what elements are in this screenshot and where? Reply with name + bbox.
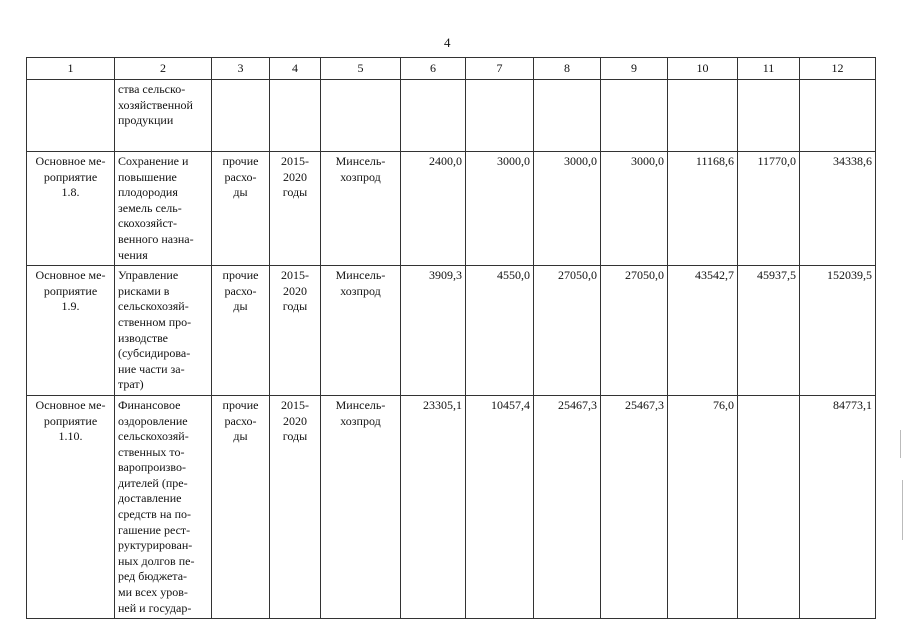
- cell-col2: [115, 80, 212, 152]
- table-row: [27, 266, 876, 396]
- cell-value: 10457,4: [466, 395, 534, 618]
- table-row: [27, 152, 876, 266]
- cell-text-line: Основное ме-: [35, 268, 106, 283]
- cell-value: 23305,1: [401, 395, 466, 618]
- column-header: 10: [668, 58, 738, 80]
- cell-text-line: плодородия: [118, 185, 178, 200]
- cell-text-line: Минсель-: [335, 154, 386, 168]
- cell-text-line: ды: [233, 185, 248, 200]
- column-header: 6: [401, 58, 466, 80]
- cell-text-line: ней и государ-: [118, 600, 192, 615]
- column-header: 4: [270, 58, 321, 80]
- cell-value: 27050,0: [601, 266, 668, 396]
- cell-text-line: годы: [282, 185, 308, 200]
- cell-text-line: 2015-: [281, 268, 309, 283]
- cell-text-line: роприятие: [43, 283, 98, 298]
- cell-value: 43542,7: [668, 266, 738, 396]
- cell-col2: [115, 266, 212, 396]
- cell-text-line: 1.10.: [58, 429, 83, 444]
- cell-col4: [270, 395, 321, 618]
- column-header: 12: [800, 58, 876, 80]
- cell-text-line: Сохранение и: [118, 154, 189, 168]
- cell-col2: [115, 152, 212, 266]
- cell-text-line: сельскохозяй-: [118, 299, 189, 314]
- table-row: [27, 395, 876, 618]
- cell-col3: [212, 152, 270, 266]
- cell-value: 152039,5: [800, 266, 876, 396]
- cell-text-line: варопроизво-: [118, 460, 186, 475]
- cell-col1: [27, 266, 115, 396]
- cell-text-line: прочие: [222, 154, 259, 168]
- cell-value: 11168,6: [668, 152, 738, 266]
- column-header: 9: [601, 58, 668, 80]
- cell-text-line: расхо-: [224, 413, 257, 428]
- cell-col4: [270, 266, 321, 396]
- cell-text-line: хозпрод: [340, 413, 381, 428]
- cell-text-line: 2020: [283, 169, 307, 184]
- cell-text-line: расхо-: [224, 169, 257, 184]
- cell-text-line: венного назна-: [118, 231, 194, 246]
- cell-value: [800, 80, 876, 152]
- cell-text-line: средств на по-: [118, 507, 192, 522]
- cell-text-line: ства сельско-: [118, 82, 186, 96]
- cell-text-line: повышение: [118, 169, 177, 184]
- cell-text-line: 2015-: [281, 397, 309, 412]
- cell-col1: [27, 80, 115, 152]
- cell-text-line: Минсель-: [335, 397, 386, 412]
- cell-value: 25467,3: [534, 395, 601, 618]
- cell-text-line: дителей (пре-: [118, 475, 188, 490]
- cell-value: 34338,6: [800, 152, 876, 266]
- cell-text-line: Минсель-: [335, 268, 386, 283]
- cell-col3: [212, 80, 270, 152]
- cell-col5: [321, 80, 401, 152]
- table-row: [27, 80, 876, 152]
- cell-value: 25467,3: [601, 395, 668, 618]
- cell-value: 76,0: [668, 395, 738, 618]
- cell-text-line: 2015-: [281, 154, 309, 168]
- cell-text-line: ственном про-: [118, 314, 192, 329]
- cell-value: 3000,0: [534, 152, 601, 266]
- cell-col4: [270, 80, 321, 152]
- cell-text-line: сельскохозяй-: [118, 429, 189, 444]
- cell-text-line: годы: [282, 429, 308, 444]
- cell-value: [466, 80, 534, 152]
- cell-value: [738, 395, 800, 618]
- cell-value: 3000,0: [466, 152, 534, 266]
- cell-text-line: ми всех уров-: [118, 585, 188, 600]
- cell-col5: [321, 395, 401, 618]
- cell-text-line: (субсидирова-: [118, 346, 191, 361]
- cell-text-line: 1.9.: [61, 299, 80, 314]
- scan-mark: [900, 430, 901, 458]
- column-header: 8: [534, 58, 601, 80]
- column-header: 2: [115, 58, 212, 80]
- cell-value: 2400,0: [401, 152, 466, 266]
- cell-col1: [27, 395, 115, 618]
- cell-text-line: скохозяйст-: [118, 216, 178, 231]
- cell-text-line: хозпрод: [340, 283, 381, 298]
- cell-value: 84773,1: [800, 395, 876, 618]
- cell-text-line: Основное ме-: [35, 154, 106, 168]
- program-table: [26, 57, 876, 619]
- cell-col3: [212, 266, 270, 396]
- cell-text-line: 1.8.: [61, 185, 80, 200]
- cell-value: [401, 80, 466, 152]
- cell-value: [738, 80, 800, 152]
- cell-text-line: 2020: [283, 283, 307, 298]
- cell-value: 27050,0: [534, 266, 601, 396]
- cell-text-line: прочие: [222, 397, 259, 412]
- cell-text-line: гашение рест-: [118, 522, 191, 537]
- cell-text-line: изводстве: [118, 330, 168, 345]
- scan-mark: [902, 480, 903, 540]
- cell-text-line: хозпрод: [340, 169, 381, 184]
- cell-text-line: ственных то-: [118, 444, 185, 459]
- cell-value: [668, 80, 738, 152]
- cell-text-line: ние части за-: [118, 361, 185, 376]
- cell-col2: [115, 395, 212, 618]
- cell-text-line: прочие: [222, 268, 259, 283]
- column-header: 11: [738, 58, 800, 80]
- cell-text-line: хозяйственной: [118, 97, 193, 112]
- cell-col3: [212, 395, 270, 618]
- cell-text-line: ных долгов пе-: [118, 553, 195, 568]
- cell-text-line: продукции: [118, 113, 174, 128]
- cell-value: 3000,0: [601, 152, 668, 266]
- cell-text-line: Управление: [118, 268, 179, 283]
- cell-value: 45937,5: [738, 266, 800, 396]
- cell-text-line: ды: [233, 299, 248, 314]
- cell-text-line: руктурирован-: [118, 538, 193, 553]
- cell-text-line: рисками в: [118, 283, 170, 298]
- cell-value: 11770,0: [738, 152, 800, 266]
- column-header: 5: [321, 58, 401, 80]
- cell-text-line: роприятие: [43, 169, 98, 184]
- cell-text-line: роприятие: [43, 413, 98, 428]
- cell-value: 3909,3: [401, 266, 466, 396]
- header-row: [27, 58, 876, 80]
- cell-col5: [321, 152, 401, 266]
- cell-value: [534, 80, 601, 152]
- cell-value: 4550,0: [466, 266, 534, 396]
- cell-text-line: земель сель-: [118, 200, 182, 215]
- cell-text-line: ды: [233, 429, 248, 444]
- cell-text-line: годы: [282, 299, 308, 314]
- cell-text-line: Основное ме-: [35, 397, 106, 412]
- cell-text-line: оздоровление: [118, 413, 188, 428]
- cell-value: [601, 80, 668, 152]
- cell-col4: [270, 152, 321, 266]
- page-number: 4: [444, 35, 451, 50]
- cell-col1: [27, 152, 115, 266]
- cell-col5: [321, 266, 401, 396]
- cell-text-line: Финансовое: [118, 397, 181, 412]
- cell-text-line: 2020: [283, 413, 307, 428]
- cell-text-line: ред бюджета-: [118, 569, 188, 584]
- cell-text-line: доставление: [118, 491, 182, 506]
- cell-text-line: трат): [118, 377, 144, 392]
- column-header: 1: [27, 58, 115, 80]
- column-header: 7: [466, 58, 534, 80]
- column-header: 3: [212, 58, 270, 80]
- cell-text-line: чения: [118, 247, 148, 262]
- cell-text-line: расхо-: [224, 283, 257, 298]
